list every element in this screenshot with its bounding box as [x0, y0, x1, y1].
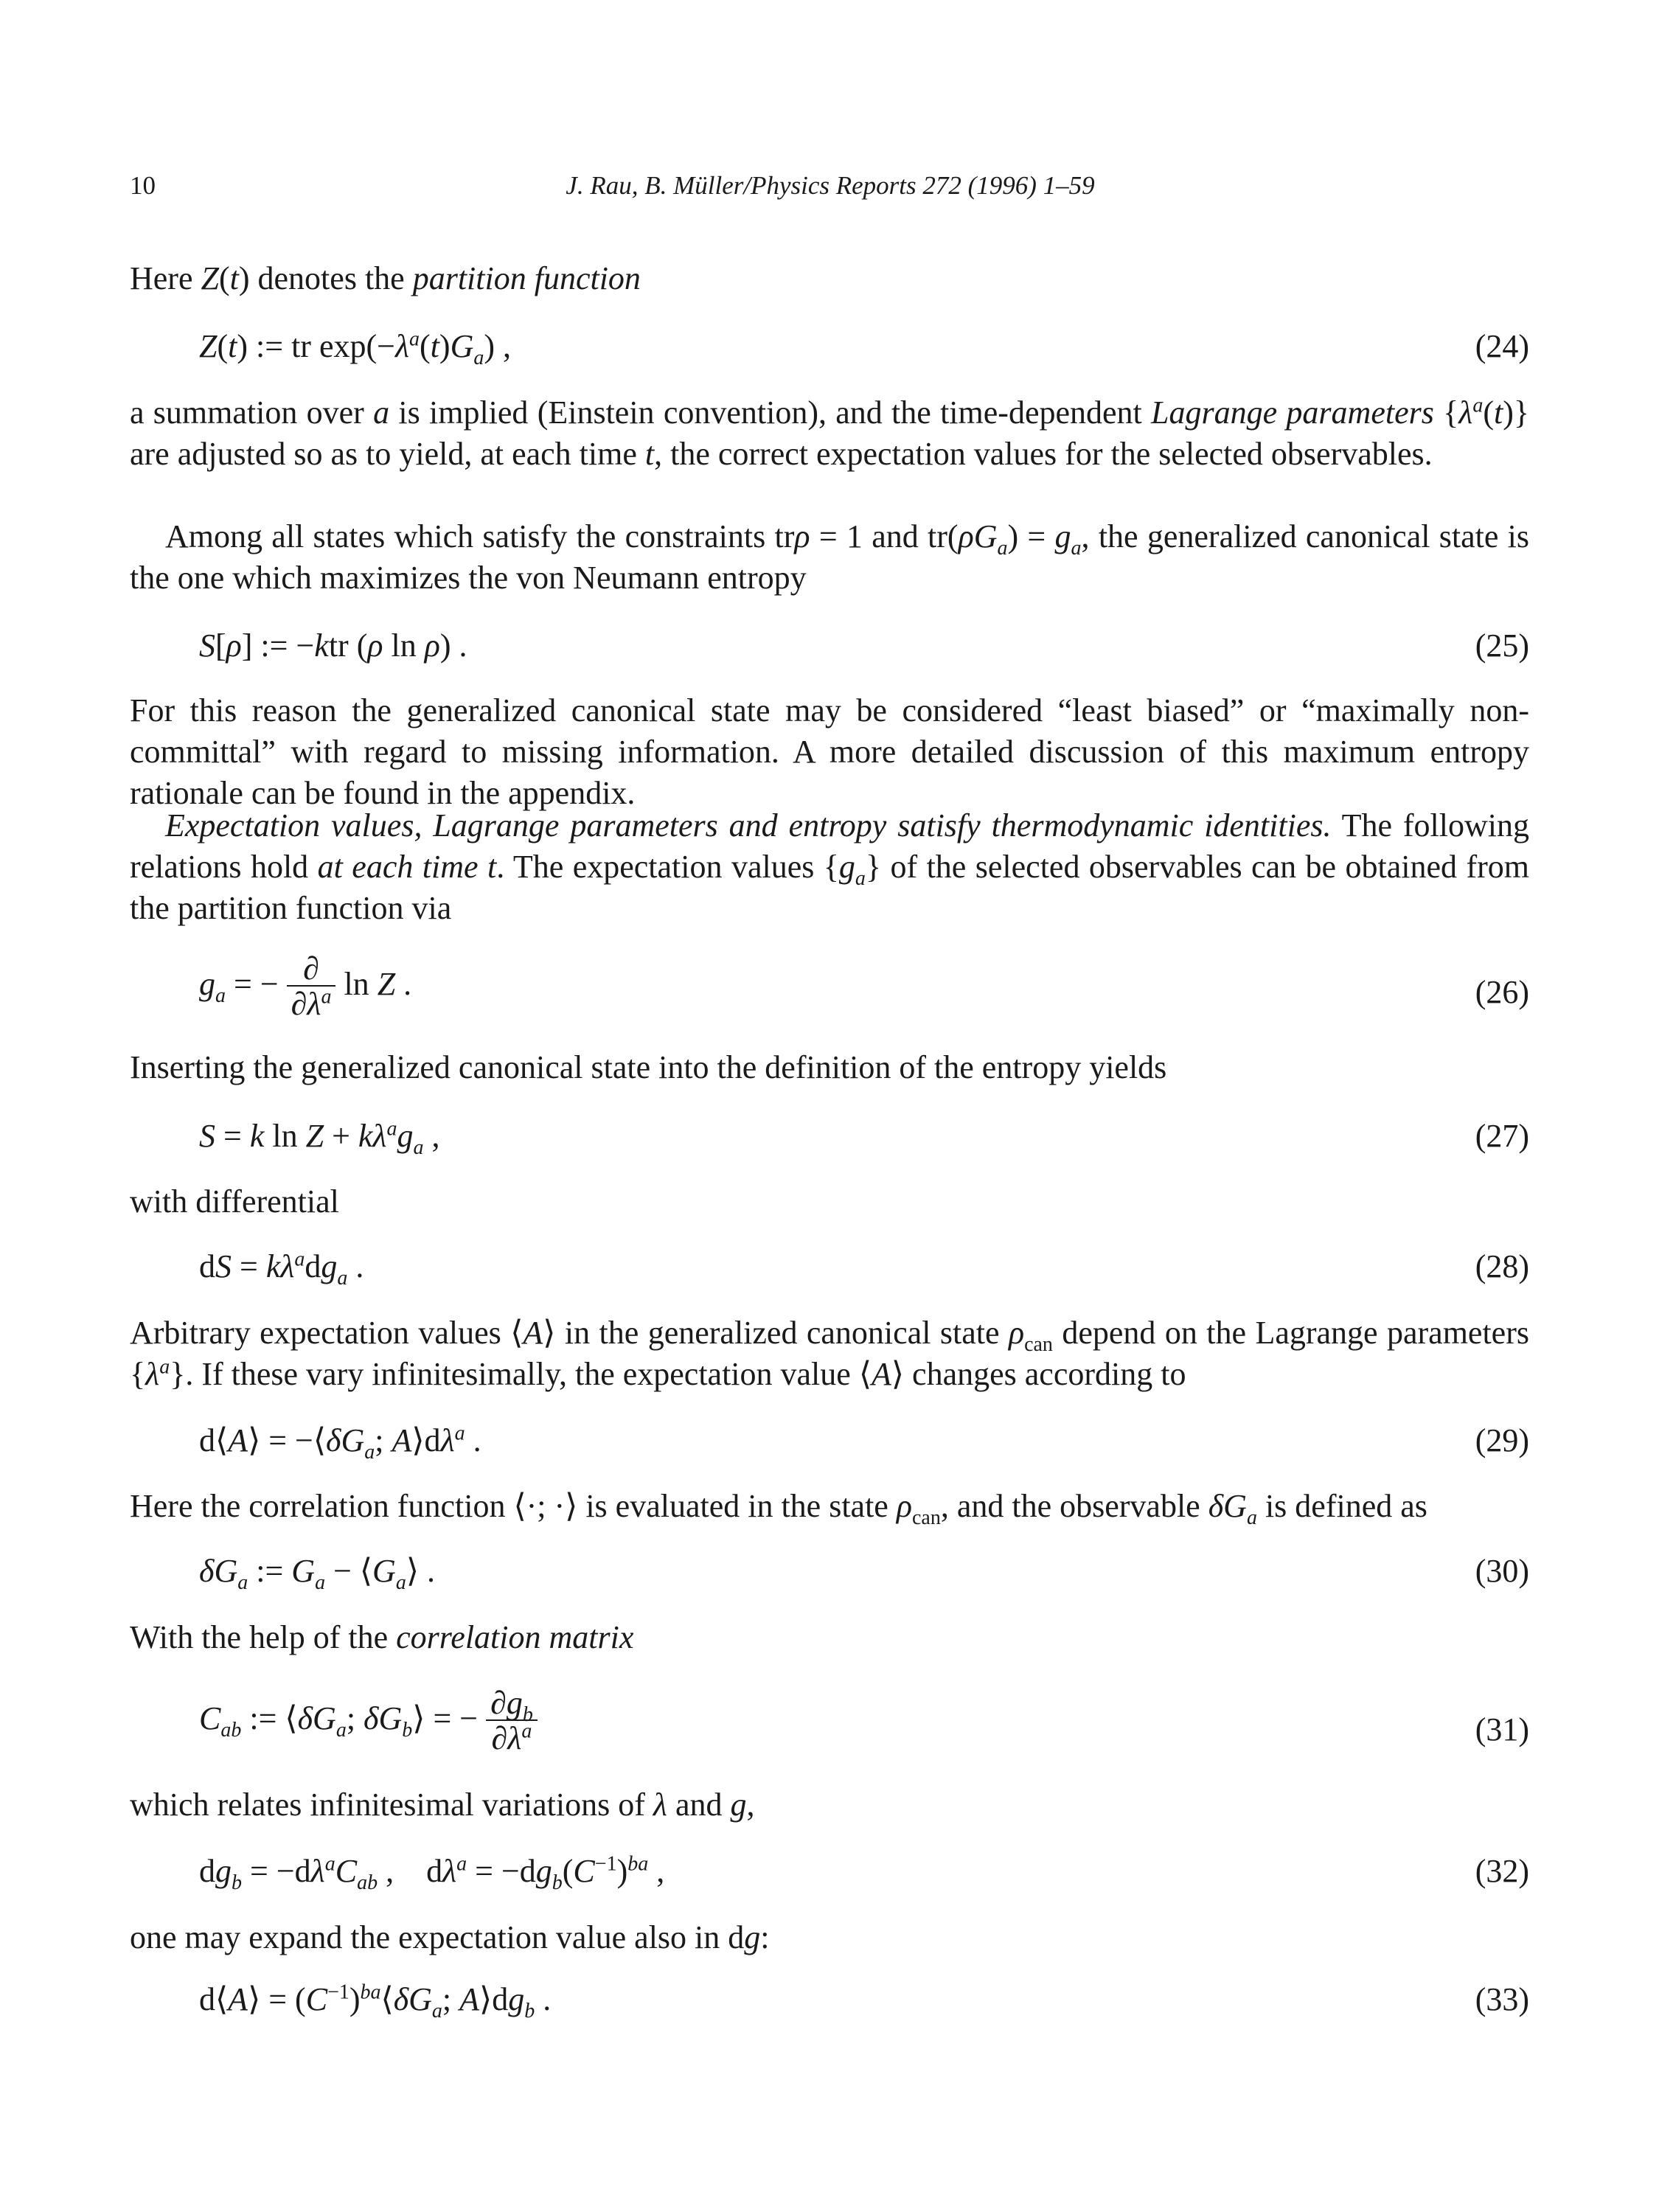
- paragraph-2: a summation over a is implied (Einstein convention), and the time-dependent Lagrange parameters $\{\lambda^a(t)\}$ are adjusted so as to yield, at each time t, the correct expectation values for the selected observables.: [130, 394, 1529, 472]
- equation-number-26: (26): [1475, 974, 1529, 1010]
- paragraph-9: Here the correlation function ⟨·; ·⟩ is evaluated in the state $\rho_{can}$, and the observable $\delta G_a$ is defined as: [130, 1488, 1427, 1529]
- paragraph-10: With the help of the correlation matrix: [130, 1619, 634, 1655]
- paragraph-1: Here Z(t) denotes the partition function: [130, 260, 641, 296]
- page-header: [130, 171, 1531, 208]
- equation-number-32: (32): [1475, 1853, 1529, 1889]
- paragraph-8: Arbitrary expectation values ⟨A⟩ in the generalized canonical state $\rho_{can}$ depend on the Lagrange parameters $\{\lambda^a\}$. If these vary infinitesimally, the expectation value ⟨A⟩ changes according to: [130, 1315, 1529, 1392]
- page-number: 10: [130, 171, 156, 200]
- equation-number-25: (25): [1475, 627, 1529, 664]
- equation-number-28: (28): [1475, 1248, 1529, 1284]
- equation-28: dS = $k\lambda^adg_a$ .: [199, 1248, 364, 1290]
- equation-29: d⟨A⟩ = $-⟨\delta G_a$; $A⟩d\lambda^a$ .: [199, 1422, 481, 1464]
- equation-33: d⟨A⟩ = $(C^{-1})^{ba}⟨\delta G_a$; $A⟩dg_b$ .: [199, 1980, 552, 2023]
- paragraph-11: which relates infinitesimal variations of λ and g,: [130, 1787, 755, 1823]
- paragraph-5: Expectation values, Lagrange parameters and entropy satisfy thermodynamic identities. The following relations hold at each time t. The expectation values $\{g_a\}$ of the selected observables can be obtained from the partition function via: [130, 807, 1530, 926]
- equation-number-31: (31): [1475, 1711, 1529, 1747]
- equation-number-27: (27): [1475, 1118, 1529, 1154]
- equation-26: $g_a$ = − $\frac{\partial}{\partial\lambda^a}$ ln Z .: [199, 950, 412, 1022]
- running-head: J. Rau, B. Müller/Physics Reports 272 (1996) 1–59: [566, 171, 1095, 200]
- equation-number-30: (30): [1475, 1553, 1529, 1589]
- equation-30: $\delta G_a$ := $G_a$ − $⟨G_a⟩$ .: [199, 1553, 435, 1594]
- equation-32: $dg_b = -d\lambda^aC_{ab}$ , $d\lambda^a = -dg_b(C^{-1})^{ba}$ ,: [199, 1852, 665, 1894]
- paragraph-7: with differential: [130, 1183, 339, 1220]
- paragraph-4: For this reason the generalized canonical state may be considered “least biased” or “maximally non-committal” with regard to missing information. A more detailed discussion of this maximum entropy rationale can be found in the appendix.: [130, 692, 1529, 811]
- equation-number-29: (29): [1475, 1422, 1529, 1458]
- paragraph-12: one may expand the expectation value also in dg:: [130, 1919, 770, 1955]
- equation-25: S[ρ] := −ktr (ρ ln ρ) .: [199, 627, 467, 664]
- equation-24: Z(t) := tr $\exp(-\lambda^a(t)G_a)$ ,: [199, 327, 511, 369]
- paragraph-6: Inserting the generalized canonical state into the definition of the entropy yields: [130, 1049, 1167, 1085]
- equation-31: $C_{ab}$ := $⟨\delta G_a$; $\delta G_b⟩$ = − $\frac{\partial g_b}{\partial\lambda^a}$: [199, 1687, 538, 1756]
- paragraph-3: Among all states which satisfy the constraints trρ = 1 and $tr(\rho G_a) = g_a$, the generalized canonical state is the one which maximizes the von Neumann entropy: [130, 518, 1530, 596]
- equation-number-24: (24): [1475, 328, 1529, 364]
- equation-27: S = k $\ln Z + k\lambda^ag_a$ ,: [199, 1117, 440, 1159]
- equation-number-33: (33): [1475, 1981, 1529, 2017]
